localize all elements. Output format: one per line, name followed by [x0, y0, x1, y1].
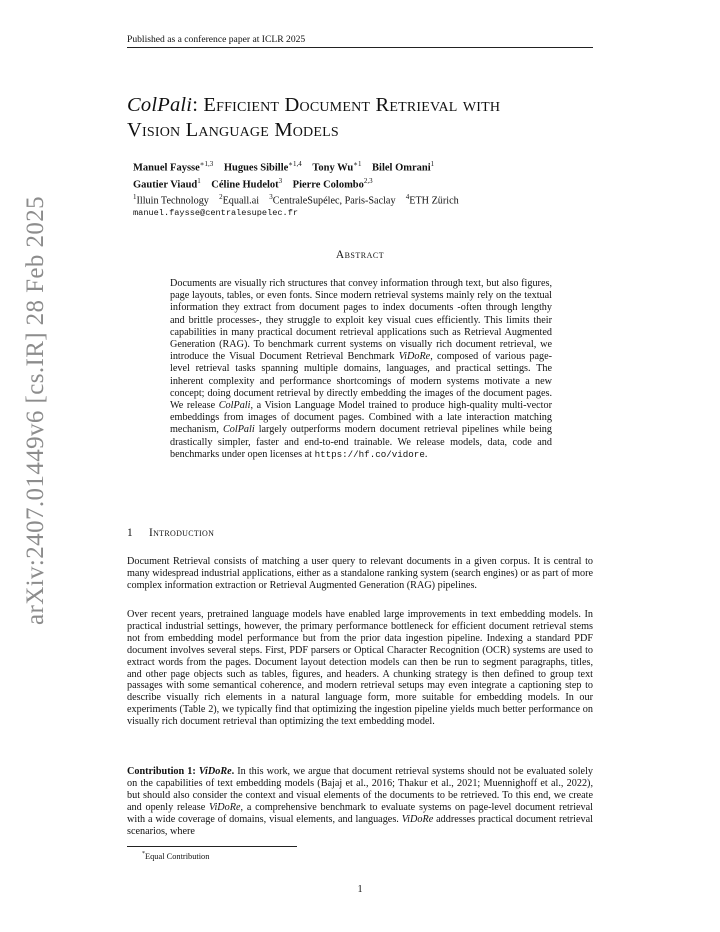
author-name: Céline Hudelot: [211, 179, 279, 190]
title-line2: Vision Language Models: [127, 119, 339, 141]
footnote: [142, 851, 209, 861]
author-affil-sup: ∗1,4: [288, 160, 302, 168]
affiliations: [133, 191, 603, 207]
contribution-label-text: Contribution 1:: [127, 766, 199, 777]
author-name: Hugues Sibille: [223, 162, 289, 174]
paper-title: [127, 93, 597, 143]
author-name: Tony Wu: [312, 162, 354, 174]
affil-sup: 2: [219, 193, 223, 201]
paragraph-text: , a comprehensive benchmark to evaluate systems on page-level document retrieval with a wide coverage of domains, visual elements, and languages.: [127, 801, 593, 825]
affil-sup: 3: [269, 193, 273, 201]
affiliation: Illuin Technology: [136, 195, 209, 207]
author-line-1: [133, 158, 603, 175]
abstract-text: , a Vision Language Model trained to produce high-quality multi-vector embeddings from images of document pages. Combined with a late interaction matching mechanism,: [170, 400, 552, 436]
author-affil-sup: 1: [197, 176, 201, 185]
model-name: ColPali: [218, 400, 251, 412]
author-name: Manuel Faysse: [133, 162, 200, 174]
affiliation: CentraleSupélec, Paris-Saclay: [272, 195, 396, 207]
author-affil-sup: ∗1: [353, 160, 362, 168]
benchmark-name: ViDoRe: [401, 813, 434, 825]
arxiv-identifier: arXiv:2407.01449v6 [cs.IR] 28 Feb 2025: [22, 195, 49, 625]
paragraph-1: Document Retrieval consists of matching a user query to relevant documents in a given corpus. It is central to many widespread industrial applications, either as a standalone ranking system (search engines) or as part of more complex information extraction or Retrieval Augmented Generation (RAG) pipelines.: [127, 556, 593, 591]
affiliation: Equall.ai: [222, 195, 260, 207]
section-number: 1: [127, 527, 133, 539]
author-affil-sup: 2,3: [363, 176, 373, 185]
title-model-name: ColPali: [127, 94, 193, 116]
author-line-2: [133, 175, 603, 192]
author-affil-sup: ∗1,3: [199, 160, 214, 168]
footnote-divider: [127, 846, 297, 847]
contribution-label: [127, 766, 234, 777]
page-number: 1: [357, 884, 363, 895]
contact-email[interactable]: manuel.faysse@centralesupelec.fr: [133, 208, 299, 219]
benchmark-name: ViDoRe: [398, 351, 431, 363]
running-header: Published as a conference paper at ICLR 2025: [127, 34, 593, 48]
abstract-body: [170, 278, 552, 461]
paragraph-3: [127, 766, 593, 837]
abstract-heading: Abstract: [335, 249, 385, 261]
section-title: Introduction: [149, 527, 215, 539]
author-name: Bilel Omrani: [372, 162, 431, 174]
benchmark-name: ViDoRe: [209, 801, 241, 813]
contribution-label-end: .: [231, 766, 235, 777]
contribution-label-name: ViDoRe: [198, 766, 232, 777]
author-affil-sup: 1: [430, 160, 435, 168]
author-block: [133, 158, 603, 220]
paragraph-text: In this work, we argue that document retrieval systems should not be evaluated solely on the capabilities of text embedding models (Bajaj et al., 2016; Thakur et al., 2021; Muennighoff et al., 2022), but should also consider the context and visual elements of the documents to be retrieved. To this end, we create and openly release: [127, 766, 593, 813]
footnote-text: Equal Contribution: [145, 851, 210, 861]
abstract-text: .: [424, 448, 428, 460]
abstract-text: , composed of various page-level retrieval tasks spanning multiple domains, languages, and practical settings. The inherent complexity and performance shortcomings of modern systems motivate a new concept; doing document retrieval by directly embedding the images of the document pages. We release: [170, 351, 552, 412]
author-name: Gautier Viaud: [133, 179, 198, 190]
release-url[interactable]: https://hf.co/vidore: [314, 448, 425, 460]
abstract-text: Documents are visually rich structures that convey information through text, but also figures, page layouts, tables, or even fonts. Since modern retrieval systems mainly rely on the textual information they extract from document pages to index documents -often through lengthy and brittle processes-, they struggle to exploit key visual cues efficiently. This limits their capabilities in many practical document retrieval applications such as Retrieval Augmented Generation (RAG). To benchmark current systems on visually rich document retrieval, we introduce the Visual Document Retrieval Benchmark: [170, 278, 552, 363]
section-heading: [127, 527, 214, 539]
model-name: ColPali: [222, 424, 255, 436]
affiliation: ETH Zürich: [409, 195, 459, 207]
title-line1-rest: : Efficient Document Retrieval with: [192, 94, 501, 116]
affil-sup: 4: [405, 193, 410, 201]
abstract-text: largely outperforms modern document retrieval pipelines while being drastically simpler, faster and end-to-end trainable. We release models, data, code and benchmarks under open licenses at: [170, 424, 552, 460]
affil-sup: 1: [133, 193, 137, 201]
author-affil-sup: 3: [278, 176, 283, 185]
author-name: Pierre Colombo: [292, 179, 364, 190]
paragraph-text: addresses practical document retrieval scenarios, where: [127, 813, 593, 837]
footnote-mark: *: [142, 851, 145, 857]
paragraph-2: Over recent years, pretrained language models have enabled large improvements in text embedding models. In practical industrial settings, however, the primary performance bottleneck for efficient document retrieval stems not from embedding model performance but from the prior data ingestion pipeline. Indexing a standard PDF document involves several steps. First, PDF parsers or Optical Character Recognition (OCR) systems are used to extract words from the pages. Document layout detection models can then be run to segment paragraphs, titles, and other page objects such as tables, figures, and headers. A chunking strategy is then defined to group text passages with some semantical coherence, and modern retrieval setups may even integrate a captioning step to describe visually rich elements in a natural language form, more suitable for embedding models. In our experiments (Table 2), we typically find that optimizing the ingestion pipeline yields much better performance on visually rich document retrieval than optimizing the text embedding model.: [127, 609, 593, 728]
